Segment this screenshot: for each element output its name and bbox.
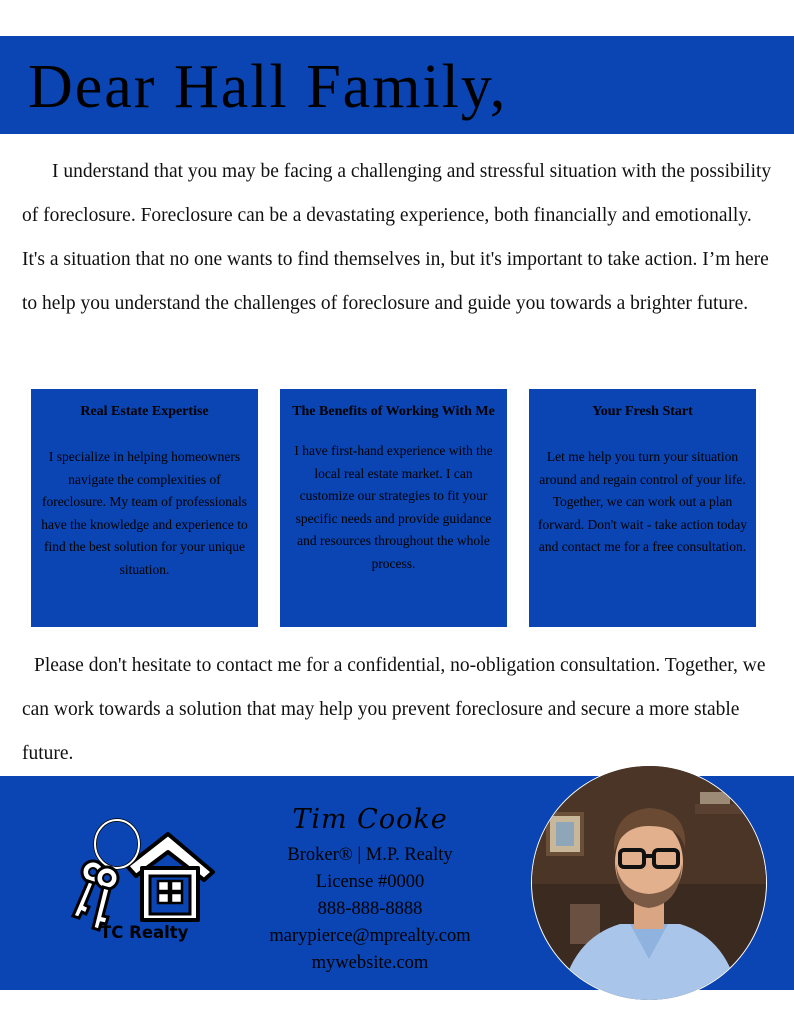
logo-text: TC Realty <box>100 923 189 942</box>
feature-card-fresh-start <box>529 389 756 627</box>
agent-license: License #0000 <box>315 872 425 892</box>
card-title: Real Estate Expertise <box>80 404 209 419</box>
contact-block <box>220 800 520 977</box>
agent-title: Broker® | M.P. Realty <box>287 845 453 865</box>
feature-card-expertise <box>31 389 258 627</box>
card-title: The Benefits of Working With Me <box>292 404 495 419</box>
card-body: I specialize in helping homeowners navigate the complexities of foreclosure. My team of professionals have the knowledge and experience to find the best solution for your unique situation. <box>41 449 248 577</box>
agent-portrait <box>530 764 768 1002</box>
agent-email[interactable]: marypierce@mprealty.com <box>269 926 471 946</box>
closing-paragraph: Please don't hesitate to contact me for a confidential, no-obligation consultation. Together, we can work towards a solution that may help you prevent foreclosure and secure a more stable future. <box>22 655 766 764</box>
feature-card-benefits <box>280 389 507 627</box>
intro-paragraph: I understand that you may be facing a challenging and stressful situation with the possibility of foreclosure. Foreclosure can be a devastating experience, both financially and emotionally. It's a situation that no one wants to find themselves in, but it's important to take action. I’m here to help you understand the challenges of foreclosure and guide you towards a brighter future. <box>22 161 772 314</box>
agent-website[interactable]: mywebsite.com <box>311 953 429 973</box>
agent-name: Tim Cooke <box>292 804 448 835</box>
card-body: I have first-hand experience with the local real estate market. I can customize our strategies to fit your specific needs and provide guidance and resources throughout the whole process. <box>294 443 493 571</box>
letter-greeting: Dear Hall Family, <box>28 53 508 121</box>
agent-phone[interactable]: 888-888-8888 <box>317 899 423 919</box>
card-title: Your Fresh Start <box>592 404 693 419</box>
card-body: Let me help you turn your situation around and regain control of your life. Together, we can work out a plan forward. Don't wait - take action today and contact me for a free consultation. <box>538 449 747 554</box>
